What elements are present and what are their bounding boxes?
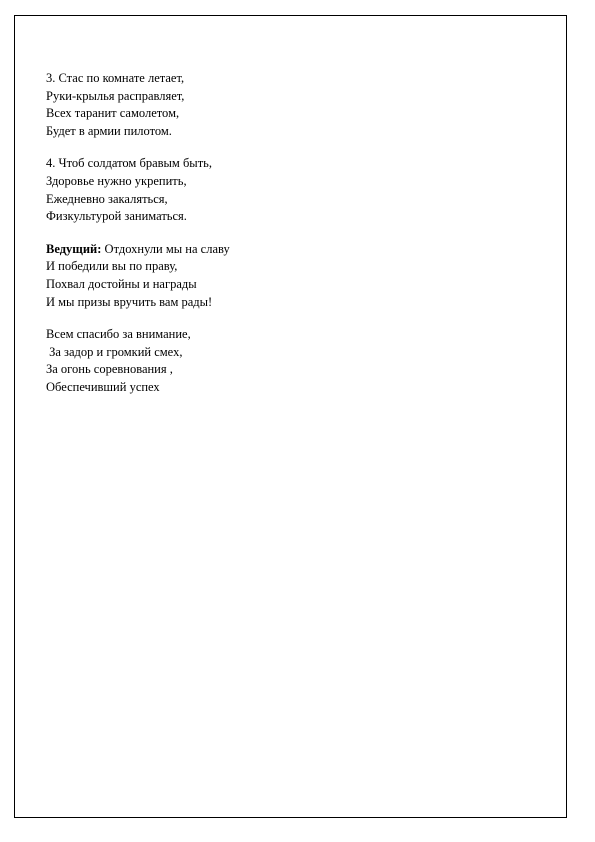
stanza-thanks <box>46 326 526 396</box>
text-line: И победили вы по праву, <box>46 259 178 274</box>
text-line: 3. Стас по комнате летает, <box>46 71 185 85</box>
text-line: Обеспечивший успех <box>46 379 160 394</box>
text-line: Здоровье нужно укрепить, <box>46 173 187 188</box>
stanza-3 <box>46 70 526 140</box>
text-line: И мы призы вручить вам рады! <box>46 294 213 309</box>
text-line: 4. Чтоб солдатом бравым быть, <box>46 156 212 171</box>
text-line: За огонь соревнования , <box>46 362 173 377</box>
stanza-host <box>46 241 526 311</box>
text-line: Ежедневно закаляться, <box>46 191 168 206</box>
text-line: Физкультурой заниматься. <box>46 209 187 224</box>
host-line <box>46 241 526 259</box>
text-line: Всем спасибо за внимание, <box>46 327 191 342</box>
document-body <box>46 70 526 412</box>
speaker-label: Ведущий: <box>46 241 102 256</box>
text-line: Похвал достойны и награды <box>46 276 197 291</box>
text-line: Будет в армии пилотом. <box>46 123 172 138</box>
text-line: За задор и громкий смех, <box>46 344 183 359</box>
text-line: Руки-крылья расправляет, <box>46 88 185 103</box>
stanza-4 <box>46 155 526 225</box>
host-line-text: Отдохнули мы на славу <box>101 241 230 256</box>
text-line: Всех таранит самолетом, <box>46 106 180 121</box>
